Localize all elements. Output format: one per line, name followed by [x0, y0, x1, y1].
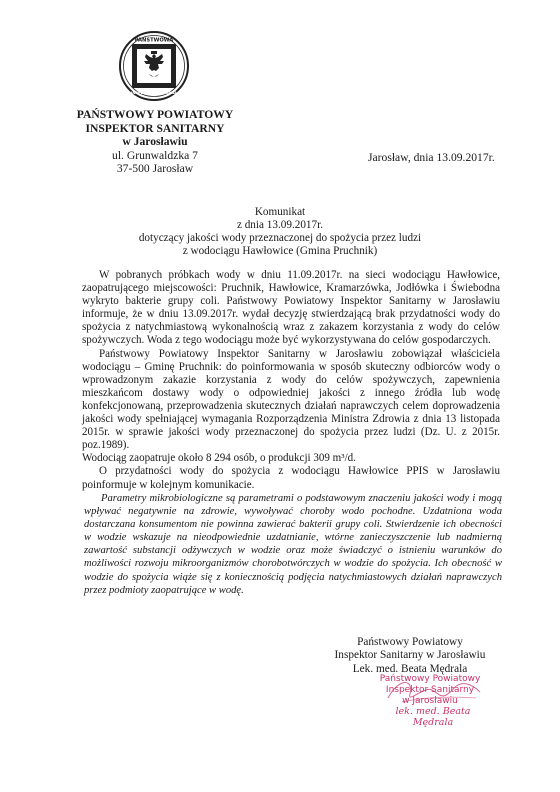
signature-line2: Inspektor Sanitarny w Jarosławiu — [334, 649, 486, 662]
title-line3: dotyczący jakości wody przeznaczonej do spożycia przez ludzi — [138, 232, 422, 244]
body-paragraph-4: O przydatności wody do spożycia z wodociągu Hawłowice PPIS w Jarosławiu poinformuje w kolejnym komunikacie. — [82, 465, 500, 491]
stamp-name: lek. med. Beata Mędrala — [395, 706, 471, 728]
header-address-street: ul. Grunwaldzka 7 — [112, 148, 198, 162]
signature-line3: Lek. med. Beata Mędrala — [352, 662, 468, 675]
document-date: Jarosław, dnia 13.09.2017r. — [368, 151, 495, 164]
title-line4: z wodociągu Hawłowice (Gmina Pruchnik) — [182, 245, 378, 257]
seal-text-top: PAŃSTWOWA — [134, 37, 174, 44]
header-line3: w Jarosławiu — [122, 135, 188, 148]
body-paragraph-3: Wodociąg zaopatruje około 8 294 osób, o produkcji 309 m³/d. — [82, 452, 356, 465]
health-note — [84, 492, 502, 597]
body-paragraph-1: W pobranych próbkach wody w dniu 11.09.2017r. na sieci wodociągu Hawłowice, zaopatrującego miejscowości: Pruchnik, Hawłowice, Kramarzówka, Jodłówka i Świebodna wykryto bakterie grupy coli. Państwowy Powiatowy Inspektor Sanitarny w Jarosławiu informuje, że w dniu 13.09.2017r. wydał decyzję stwierdzającą brak przydatności wody do spożycia z natychmiastową wykonalnością wraz z zakazem korzystania z wody do celów spożywczych. Woda z tego wodociągu może być wykorzystywana do celów gospodarczych. — [82, 269, 500, 347]
signature-line1: Państwowy Powiatowy — [357, 636, 463, 648]
title-line2: z dnia 13.09.2017r. — [236, 219, 324, 231]
stamp-line1: Państwowy Powiatowy — [379, 674, 481, 684]
document-body — [82, 269, 500, 492]
header-line2: INSPEKTOR SANITARNY — [85, 121, 225, 135]
stamp-line3: w Jarosławiu — [402, 696, 458, 706]
sender-header — [70, 108, 240, 176]
official-seal — [118, 30, 190, 102]
title-line1: Komunikat — [254, 206, 306, 218]
official-stamp — [370, 674, 490, 707]
body-paragraph-2: Państwowy Powiatowy Inspektor Sanitarny w Jarosławiu zobowiązał właściciela wodociągu – Gminę Pruchnik: do poinformowania w sposób skuteczny odbiorców wody o wprowadzonym zakazie korzystania z wody do celów spożywczych, zapewnienia mieszkańcom dostawy wody o odpowiedniej jakości z innego źródła lub wodę konfekcjonowaną, przeprowadzenia skutecznych działań naprawczych celem doprowadzenia jakości wody spełniającej wymagania Rozporządzenia Ministra Zdrowia z dnia 13 listopada 2015r. w sprawie jakości wody przeznaczonej do spożycia przez ludzi (Dz. U. z 2015r. poz.1989). — [82, 347, 500, 452]
document-title — [60, 206, 500, 258]
header-address-city: 37-500 Jarosław — [116, 162, 194, 175]
seal-text-bottom: INSPEKCJA SANITARNA — [131, 91, 177, 95]
note-paragraph: Parametry mikrobiologiczne są parametrami o podstawowym znaczeniu jakości wody i mogą wpływać negatywnie na zdrowie, wywoływać choroby wodo pochodne. Uzdatniona woda dostarczana konsumentom nie powinna zawierać bakterii grupy coli. Stwierdzenie ich obecności w wodzie wskazuje na nieodpowiednie uzdatnianie, wtórne zanieczyszczenie lub nadmierną zawartość substancji odżywczych w wodzie oraz może świadczyć o istnieniu warunków do możliwości rozwoju mikroorganizmów chorobotwórczych w wodzie do spożycia. Ich obecność w wodzie do spożycia wiąże się z koniecznością podjęcia natychmiastowych działań naprawczych przez podmioty zaopatrujące w wodę. — [84, 493, 502, 596]
header-line1: PAŃSTWOWY POWIATOWY — [76, 108, 234, 121]
stamp-line2: Inspektor Sanitarny — [385, 685, 475, 695]
